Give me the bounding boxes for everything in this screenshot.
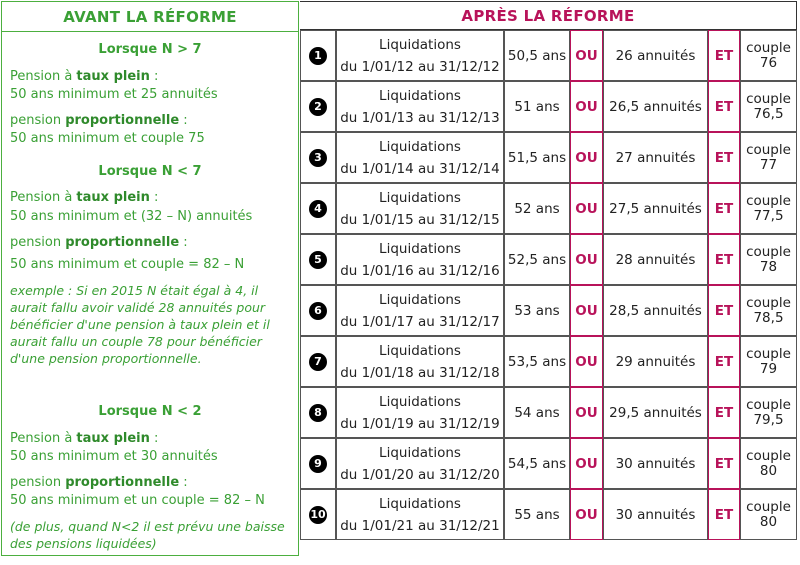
couple-value: 79: [759, 360, 778, 377]
proportionnelle-label: [2, 112, 188, 129]
couple-label: couple: [746, 39, 791, 56]
ou-cell: OU: [570, 30, 603, 81]
ou-cell: OU: [570, 489, 603, 540]
liquidations-period: du 1/01/15 au 31/12/15: [340, 211, 500, 228]
annuites-cell: 26,5 annuités: [603, 81, 708, 132]
ou-cell: OU: [570, 81, 603, 132]
couple-label: couple: [746, 90, 791, 107]
row-number-cell: [300, 285, 336, 336]
row-number-cell: [300, 183, 336, 234]
et-cell: ET: [708, 438, 740, 489]
proportionnelle-condition: 50 ans minimum et un couple = 82 – N: [10, 493, 265, 508]
row-number-cell: [300, 81, 336, 132]
label-prefix: pension: [10, 113, 66, 128]
row-number-badge: 8: [309, 404, 327, 422]
taux-plein-label: [2, 68, 158, 85]
annuites-cell: 28 annuités: [603, 234, 708, 285]
row-number-badge: 6: [309, 302, 327, 320]
couple-value: 79,5: [753, 411, 784, 428]
label-prefix: Pension à: [10, 431, 77, 446]
couple-label: couple: [746, 141, 791, 158]
et-cell: ET: [708, 387, 740, 438]
row-number-cell: [300, 234, 336, 285]
ou-cell: OU: [570, 336, 603, 387]
couple-cell: [740, 489, 797, 540]
couple-value: 76,5: [753, 105, 784, 122]
et-cell: ET: [708, 336, 740, 387]
row-number-cell: [300, 438, 336, 489]
couple-value: 77,5: [753, 207, 784, 224]
row-number-badge: 2: [309, 98, 327, 116]
row-number-cell: [300, 132, 336, 183]
liquidations-period: du 1/01/14 au 31/12/14: [340, 160, 500, 177]
couple-label: couple: [746, 498, 791, 515]
liquidations-period: du 1/01/20 au 31/12/20: [340, 466, 500, 483]
age-cell: 52,5 ans: [504, 234, 570, 285]
liquidations-label: Liquidations: [379, 36, 461, 53]
avant-reforme-panel: [1, 1, 299, 556]
et-cell: ET: [708, 285, 740, 336]
row-number-badge: 10: [309, 506, 327, 524]
couple-label: couple: [746, 243, 791, 260]
proportionnelle-label: [2, 474, 188, 491]
et-cell: ET: [708, 132, 740, 183]
couple-cell: [740, 387, 797, 438]
label-strong: proportionnelle: [65, 235, 180, 250]
age-cell: 54 ans: [504, 387, 570, 438]
liquidations-label: Liquidations: [379, 138, 461, 155]
section-title-n-lt-2: Lorsque N < 2: [98, 404, 202, 419]
age-cell: 51 ans: [504, 81, 570, 132]
label-strong: taux plein: [76, 431, 150, 446]
couple-cell: [740, 285, 797, 336]
liquidations-period: du 1/01/16 au 31/12/16: [340, 262, 500, 279]
liquidations-cell: [336, 285, 504, 336]
couple-value: 78,5: [753, 309, 784, 326]
couple-cell: [740, 438, 797, 489]
liquidations-period: du 1/01/21 au 31/12/21: [340, 517, 500, 534]
label-prefix: Pension à: [10, 190, 77, 205]
label-strong: taux plein: [76, 190, 150, 205]
annuites-cell: 27 annuités: [603, 132, 708, 183]
label-strong: proportionnelle: [65, 475, 180, 490]
liquidations-cell: [336, 336, 504, 387]
liquidations-label: Liquidations: [379, 291, 461, 308]
label-suffix: :: [179, 235, 188, 250]
liquidations-cell: [336, 183, 504, 234]
et-cell: ET: [708, 489, 740, 540]
liquidations-cell: [336, 234, 504, 285]
row-number-badge: 5: [309, 251, 327, 269]
liquidations-label: Liquidations: [379, 393, 461, 410]
taux-plein-condition: 50 ans minimum et (32 – N) annuités: [10, 209, 253, 224]
label-suffix: :: [179, 475, 188, 490]
proportionnelle-label: [2, 234, 188, 251]
liquidations-cell: [336, 438, 504, 489]
ou-cell: OU: [570, 387, 603, 438]
avant-reforme-header: AVANT LA RÉFORME: [2, 2, 298, 32]
liquidations-cell: [336, 387, 504, 438]
couple-value: 77: [759, 156, 778, 173]
couple-label: couple: [746, 345, 791, 362]
taux-plein-condition: 50 ans minimum et 25 annuités: [10, 87, 218, 102]
liquidations-cell: [336, 30, 504, 81]
liquidations-label: Liquidations: [379, 189, 461, 206]
liquidations-cell: [336, 81, 504, 132]
couple-cell: [740, 81, 797, 132]
couple-label: couple: [746, 447, 791, 464]
age-cell: 54,5 ans: [504, 438, 570, 489]
liquidations-label: Liquidations: [379, 240, 461, 257]
ou-cell: OU: [570, 438, 603, 489]
row-number-cell: [300, 30, 336, 81]
row-number-cell: [300, 387, 336, 438]
et-cell: ET: [708, 30, 740, 81]
label-suffix: :: [179, 113, 188, 128]
age-cell: 52 ans: [504, 183, 570, 234]
baisse-note: (de plus, quand N<2 il est prévu une baisse des pensions liquidées): [10, 519, 285, 551]
annuites-cell: 29 annuités: [603, 336, 708, 387]
liquidations-period: du 1/01/18 au 31/12/18: [340, 364, 500, 381]
liquidations-period: du 1/01/13 au 31/12/13: [340, 109, 500, 126]
liquidations-period: du 1/01/17 au 31/12/17: [340, 313, 500, 330]
label-suffix: :: [149, 431, 159, 446]
taux-plein-condition: 50 ans minimum et 30 annuités: [10, 449, 218, 464]
liquidations-period: du 1/01/19 au 31/12/19: [340, 415, 500, 432]
et-cell: ET: [708, 183, 740, 234]
row-number-badge: 7: [309, 353, 327, 371]
age-cell: 51,5 ans: [504, 132, 570, 183]
age-cell: 53 ans: [504, 285, 570, 336]
couple-label: couple: [746, 294, 791, 311]
row-number-cell: [300, 336, 336, 387]
annuites-cell: 26 annuités: [603, 30, 708, 81]
liquidations-cell: [336, 489, 504, 540]
row-number-badge: 1: [309, 47, 327, 65]
label-prefix: pension: [10, 475, 66, 490]
label-prefix: pension: [10, 235, 66, 250]
age-cell: 55 ans: [504, 489, 570, 540]
couple-cell: [740, 30, 797, 81]
row-number-badge: 9: [309, 455, 327, 473]
couple-label: couple: [746, 192, 791, 209]
ou-cell: OU: [570, 234, 603, 285]
section-title-n-gt-7: Lorsque N > 7: [98, 42, 202, 57]
liquidations-label: Liquidations: [379, 87, 461, 104]
annuites-cell: 28,5 annuités: [603, 285, 708, 336]
row-number-badge: 3: [309, 149, 327, 167]
annuites-cell: 30 annuités: [603, 438, 708, 489]
ou-cell: OU: [570, 183, 603, 234]
ou-cell: OU: [570, 132, 603, 183]
taux-plein-label: [2, 430, 158, 447]
label-prefix: Pension à: [10, 69, 77, 84]
label-strong: taux plein: [76, 69, 150, 84]
couple-cell: [740, 336, 797, 387]
couple-cell: [740, 234, 797, 285]
label-strong: proportionnelle: [65, 113, 180, 128]
liquidations-label: Liquidations: [379, 342, 461, 359]
et-cell: ET: [708, 81, 740, 132]
annuites-cell: 30 annuités: [603, 489, 708, 540]
liquidations-period: du 1/01/12 au 31/12/12: [340, 58, 500, 75]
couple-label: couple: [746, 396, 791, 413]
liquidations-cell: [336, 132, 504, 183]
taux-plein-label: [2, 189, 158, 206]
et-cell: ET: [708, 234, 740, 285]
label-suffix: :: [149, 69, 159, 84]
label-suffix: :: [149, 190, 159, 205]
section-title-n-lt-7: Lorsque N < 7: [98, 164, 202, 179]
couple-value: 76: [759, 54, 778, 71]
annuites-cell: 29,5 annuités: [603, 387, 708, 438]
couple-cell: [740, 183, 797, 234]
liquidations-label: Liquidations: [379, 495, 461, 512]
row-number-cell: [300, 489, 336, 540]
proportionnelle-condition: 50 ans minimum et couple 75: [10, 131, 205, 146]
couple-value: 80: [759, 513, 778, 530]
example-note: exemple : Si en 2015 N était égal à 4, il aurait fallu avoir validé 28 annuités pour bénéficier d'une pension à taux plein et il aurait fallu un couple 78 pour bénéficier d'une pension proportionnelle.: [10, 283, 270, 366]
age-cell: 50,5 ans: [504, 30, 570, 81]
ou-cell: OU: [570, 285, 603, 336]
couple-value: 78: [759, 258, 778, 275]
row-number-badge: 4: [309, 200, 327, 218]
proportionnelle-condition: 50 ans minimum et couple = 82 – N: [10, 257, 245, 272]
apres-reforme-header: APRÈS LA RÉFORME: [300, 1, 797, 30]
annuites-cell: 27,5 annuités: [603, 183, 708, 234]
age-cell: 53,5 ans: [504, 336, 570, 387]
liquidations-label: Liquidations: [379, 444, 461, 461]
couple-value: 80: [759, 462, 778, 479]
couple-cell: [740, 132, 797, 183]
